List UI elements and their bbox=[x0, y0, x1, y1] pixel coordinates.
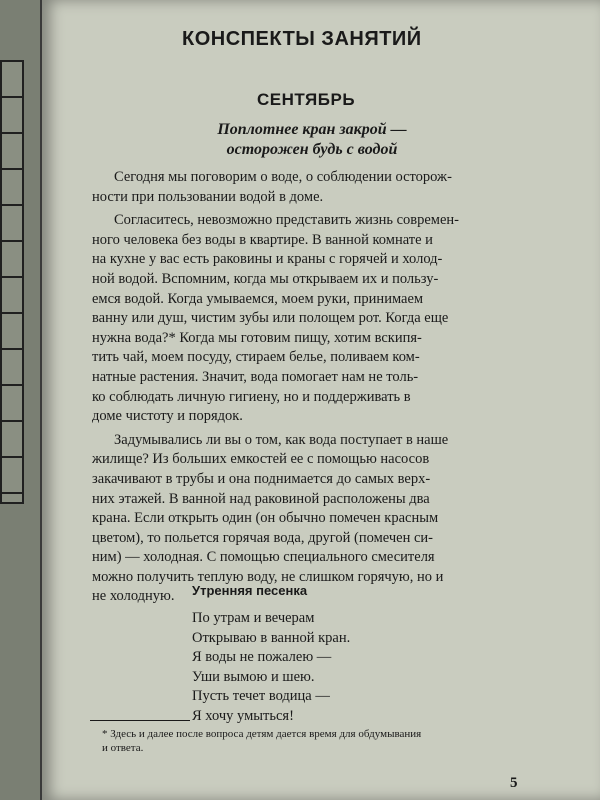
body-text bbox=[92, 168, 567, 607]
song-title: Утренняя песенка bbox=[192, 583, 308, 598]
text-line: Сегодня мы поговорим о воде, о соблюдении осторож- bbox=[114, 169, 452, 185]
page-number: 5 bbox=[510, 775, 518, 791]
text-line: доме чистоту и порядок. bbox=[92, 408, 243, 425]
adjacent-page-grid bbox=[0, 60, 24, 504]
text-line: нужна вода?* Когда мы готовим пищу, хотим вскипя- bbox=[92, 329, 422, 346]
verse-line: Открываю в ванной кран. bbox=[192, 629, 351, 646]
section-title: СЕНТЯБРЬ bbox=[257, 90, 356, 109]
text-line: ко соблюдать личную гигиену, но и поддерживать в bbox=[92, 388, 411, 405]
text-line: них этажей. В ванной над раковиной расположены два bbox=[92, 490, 430, 507]
lesson-title bbox=[162, 120, 462, 160]
text-line: Согласитесь, невозможно представить жизнь современ- bbox=[114, 212, 459, 229]
text-line: Задумывались ли вы о том, как вода поступает в наше bbox=[114, 431, 449, 448]
text-line: не холодную. bbox=[92, 588, 175, 605]
text-line: закачивают в трубы и она поднимается до самых верх- bbox=[92, 470, 431, 487]
verse-line: По утрам и вечерам bbox=[192, 610, 315, 626]
adjacent-page-strip bbox=[0, 0, 40, 800]
text-line: ним) — холодная. С помощью специального смесителя bbox=[92, 549, 435, 566]
text-line: на кухне у вас есть раковины и краны с горячей и холод- bbox=[92, 251, 443, 268]
text-line: крана. Если открыть один (он обычно помечен красным bbox=[92, 510, 439, 527]
verse-line: Пусть течет водица — bbox=[192, 688, 330, 705]
text-line: натные растения. Значит, вода помогает нам не толь- bbox=[92, 368, 419, 385]
book-page bbox=[42, 0, 600, 800]
verse-line: Я хочу умыться! bbox=[192, 707, 294, 724]
paragraph bbox=[92, 211, 567, 427]
page-header: КОНСПЕКТЫ ЗАНЯТИЙ bbox=[182, 28, 422, 50]
text-line: ности при пользовании водой в доме. bbox=[92, 188, 324, 205]
text-line: емся водой. Когда умываемся, моем руки, принимаем bbox=[92, 290, 424, 307]
text-line: цветом), то польется горячая вода, другой (помечен си- bbox=[92, 529, 433, 546]
text-line: ной водой. Вспомним, когда мы открываем их и пользу- bbox=[92, 270, 439, 287]
text-line: тить чай, моем посуду, стираем белье, поливаем ком- bbox=[92, 349, 420, 366]
lesson-title-line: Поплотнее кран закрой — bbox=[217, 121, 407, 138]
song-verse bbox=[192, 609, 350, 727]
paragraph bbox=[92, 431, 567, 607]
lesson-title-line: осторожен будь с водой bbox=[226, 141, 398, 158]
footnote-line: и ответа. bbox=[102, 742, 144, 754]
footnote-line: * Здесь и далее после вопроса детям дается время для обдумывания bbox=[102, 728, 422, 740]
paragraph bbox=[92, 168, 567, 207]
footnote bbox=[102, 727, 572, 755]
text-line: можно получить теплую воду, не слишком горячую, но и bbox=[92, 568, 444, 585]
text-line: ванну или душ, чистим зубы или полощем рот. Когда еще bbox=[92, 310, 449, 327]
verse-line: Я воды не пожалею — bbox=[192, 649, 332, 666]
footnote-divider bbox=[90, 720, 190, 721]
verse-line: Уши вымою и шею. bbox=[192, 668, 315, 685]
text-line: жилище? Из больших емкостей ее с помощью насосов bbox=[92, 451, 430, 468]
text-line: ного человека без воды в квартире. В ванной комнате и bbox=[92, 231, 433, 248]
